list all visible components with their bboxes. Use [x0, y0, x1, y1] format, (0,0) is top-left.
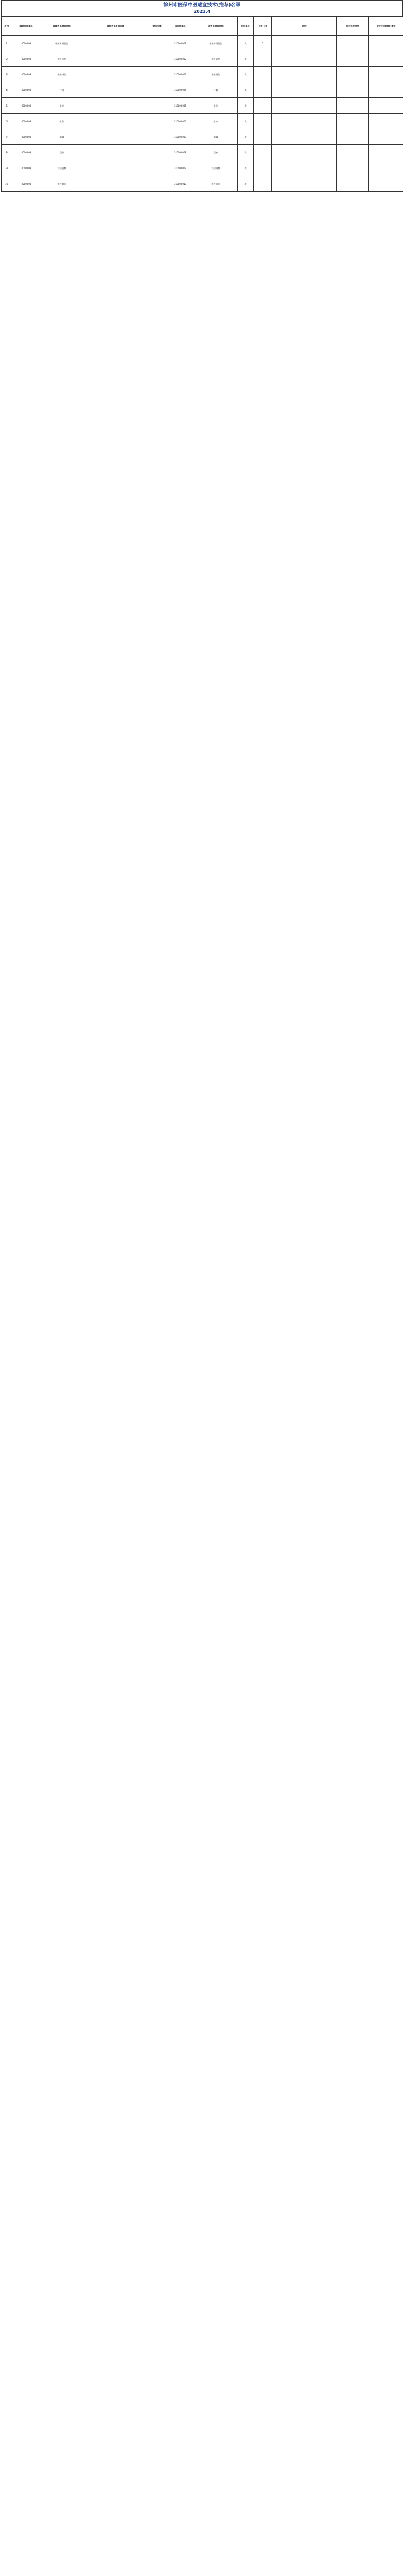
table-cell: 5	[2, 98, 12, 114]
table-cell: 0000003	[12, 176, 40, 192]
table-cell	[369, 98, 403, 114]
table-cell	[337, 145, 369, 160]
table-cell	[272, 36, 337, 51]
table-cell	[83, 51, 148, 67]
table-cell: 中医辨证论治	[40, 36, 83, 51]
table-row	[2, 114, 403, 129]
table-cell: 0000003	[12, 114, 40, 129]
table-cell	[272, 82, 337, 98]
table-cell	[83, 129, 148, 145]
table-cell	[254, 129, 272, 145]
table-cell	[254, 160, 272, 176]
table-cell: 次	[238, 36, 254, 51]
table-cell	[83, 67, 148, 82]
table-cell: 310000003	[166, 67, 194, 82]
column-header: 财务分类	[148, 17, 166, 36]
table-cell: 次	[238, 114, 254, 129]
table-cell: 中药熏洗	[194, 176, 238, 192]
table-cell	[83, 176, 148, 192]
table-cell: 310000004	[166, 82, 194, 98]
table-cell: 刮痧	[194, 145, 238, 160]
table-cell: 针刺	[40, 82, 83, 98]
table-cell	[337, 51, 369, 67]
table-cell	[272, 145, 337, 160]
table-cell: 3	[2, 67, 12, 82]
table-cell: 中医诊疗	[40, 51, 83, 67]
table-cell	[148, 67, 166, 82]
table-cell	[148, 82, 166, 98]
table-cell: 0000003	[12, 67, 40, 82]
table-cell: 针刺	[194, 82, 238, 98]
table-cell: 0000003	[12, 82, 40, 98]
table-cell: 9	[2, 160, 12, 176]
table-cell: 0000003	[12, 160, 40, 176]
table-cell: 0000003	[12, 98, 40, 114]
table-cell: 8	[2, 145, 12, 160]
table-cell	[148, 145, 166, 160]
table-cell: 2	[2, 51, 12, 67]
table-cell: 6	[2, 114, 12, 129]
table-cell	[369, 51, 403, 67]
table-cell: 次	[238, 129, 254, 145]
table-cell	[148, 36, 166, 51]
table-cell	[254, 145, 272, 160]
table-cell: 310000001	[166, 36, 194, 51]
column-header: 国家医保项目内涵	[83, 17, 148, 36]
table-cell: 中医外治	[40, 67, 83, 82]
column-header: 计价单位	[238, 17, 254, 36]
column-header: 省医保编码	[166, 17, 194, 36]
table-cell: 灸法	[40, 98, 83, 114]
table-cell: 5	[254, 36, 272, 51]
column-header: 说明	[272, 17, 337, 36]
table-row	[2, 145, 403, 160]
table-cell: 穴位贴敷	[40, 160, 83, 176]
column-header: 国家医保编码	[12, 17, 40, 36]
table-cell: 0000003	[12, 129, 40, 145]
column-header: 医疗机构类别	[337, 17, 369, 36]
table-cell: 拔罐	[194, 129, 238, 145]
table-cell	[83, 98, 148, 114]
table-cell: 4	[2, 82, 12, 98]
table-cell: 推拿	[40, 114, 83, 129]
column-header: 国家医保项目名称	[40, 17, 83, 36]
table-cell: 310000009	[166, 160, 194, 176]
table-cell	[369, 129, 403, 145]
table-cell	[254, 67, 272, 82]
table-cell: 次	[238, 160, 254, 176]
table-cell: 7	[2, 129, 12, 145]
table-cell: 刮痧	[40, 145, 83, 160]
table-cell	[337, 82, 369, 98]
table-cell: 次	[238, 145, 254, 160]
table-cell	[272, 129, 337, 145]
table-cell	[272, 176, 337, 192]
table-row	[2, 129, 403, 145]
table-cell	[148, 114, 166, 129]
table-cell	[83, 82, 148, 98]
table-cell	[369, 114, 403, 129]
items-table	[1, 16, 403, 192]
table-cell: 穴位贴敷	[194, 160, 238, 176]
table-header-row	[2, 17, 403, 36]
table-cell	[254, 98, 272, 114]
table-cell	[254, 176, 272, 192]
table-cell	[83, 36, 148, 51]
table-cell	[148, 51, 166, 67]
table-cell	[337, 67, 369, 82]
table-cell	[148, 176, 166, 192]
table-cell	[337, 160, 369, 176]
table-cell: 中医辨证论治	[194, 36, 238, 51]
table-cell: 0000003	[12, 51, 40, 67]
table-cell	[337, 36, 369, 51]
table-cell	[337, 176, 369, 192]
table-cell	[83, 114, 148, 129]
table-cell	[148, 160, 166, 176]
table-cell: 0000003	[12, 145, 40, 160]
table-row	[2, 51, 403, 67]
table-cell: 10	[2, 176, 12, 192]
table-cell	[337, 114, 369, 129]
table-cell: 次	[238, 51, 254, 67]
table-cell	[337, 129, 369, 145]
table-row	[2, 82, 403, 98]
column-header: 序号	[2, 17, 12, 36]
document-page	[1, 0, 403, 192]
table-cell	[83, 160, 148, 176]
table-row	[2, 160, 403, 176]
document-title: 徐州市医保中医适宜技术(推荐)名录	[163, 2, 241, 8]
table-cell: 1	[2, 36, 12, 51]
table-cell: 次	[238, 176, 254, 192]
table-cell	[254, 51, 272, 67]
table-cell	[369, 176, 403, 192]
table-row	[2, 67, 403, 82]
table-cell: 310000006	[166, 114, 194, 129]
document-title-block	[1, 0, 403, 16]
table-cell	[272, 67, 337, 82]
table-cell: 310000002	[166, 51, 194, 67]
column-header: 适宜技术(推荐)类别	[369, 17, 403, 36]
table-cell	[272, 51, 337, 67]
column-header: 价格(元)	[254, 17, 272, 36]
table-cell: 310000007	[166, 129, 194, 145]
column-header: 省医保项目名称	[194, 17, 238, 36]
table-cell: 中药熏洗	[40, 176, 83, 192]
table-cell	[369, 160, 403, 176]
table-cell: 310000010	[166, 176, 194, 192]
table-cell: 推拿	[194, 114, 238, 129]
table-cell	[369, 82, 403, 98]
table-cell: 次	[238, 98, 254, 114]
table-cell	[272, 160, 337, 176]
table-cell: 310000008	[166, 145, 194, 160]
table-row	[2, 36, 403, 51]
table-cell	[369, 36, 403, 51]
table-cell	[83, 145, 148, 160]
table-cell	[369, 67, 403, 82]
table-cell	[254, 114, 272, 129]
table-cell: 中医外治	[194, 67, 238, 82]
table-cell: 次	[238, 67, 254, 82]
table-cell	[272, 114, 337, 129]
table-cell: 中医诊疗	[194, 51, 238, 67]
table-cell	[148, 129, 166, 145]
table-row	[2, 176, 403, 192]
table-cell: 拔罐	[40, 129, 83, 145]
table-row	[2, 98, 403, 114]
table-cell	[337, 98, 369, 114]
table-cell	[369, 145, 403, 160]
table-cell: 灸法	[194, 98, 238, 114]
table-cell: 310000005	[166, 98, 194, 114]
table-cell	[272, 98, 337, 114]
document-date: 2023.4	[193, 9, 211, 14]
table-body	[2, 36, 403, 192]
table-cell	[254, 82, 272, 98]
table-cell: 次	[238, 82, 254, 98]
table-cell: 0000003	[12, 36, 40, 51]
table-cell	[148, 98, 166, 114]
